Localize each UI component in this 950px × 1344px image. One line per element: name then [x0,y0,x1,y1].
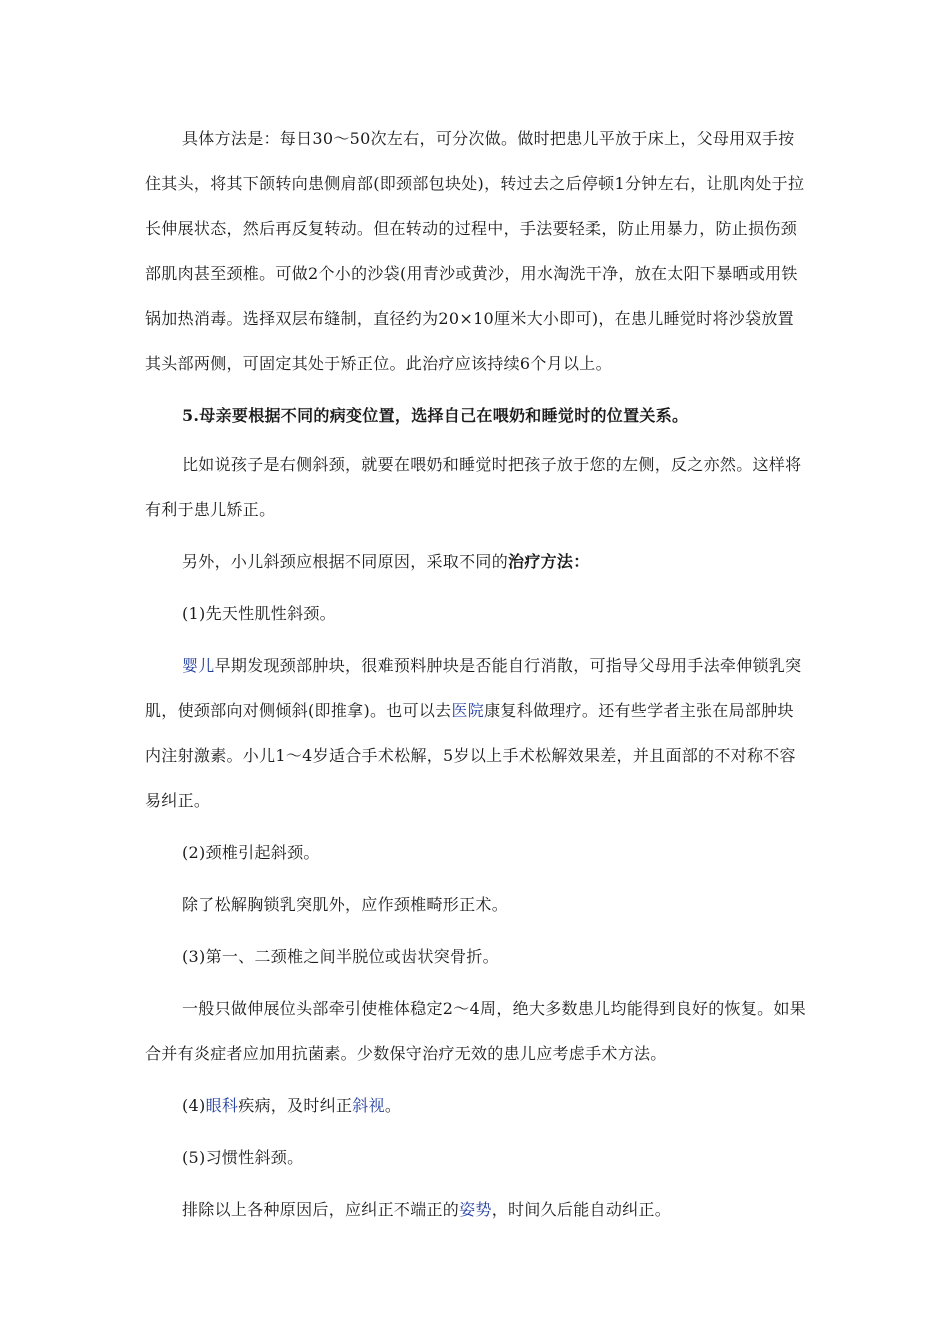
section-heading: 5.母亲要根据不同的病变位置，选择自己在喂奶和睡觉时的位置关系。 [182,406,689,425]
ophthalmology-link[interactable]: 眼科 [205,1096,239,1115]
item-3-title: (3)第一、二颈椎之间半脱位或齿状突骨折。 [182,947,499,966]
item-2-title: (2)颈椎引起斜颈。 [182,843,320,862]
item-1-text-part2: 康复科做理疗。还有些学者主张在局部肿块内注射激素。小儿1～4岁适合手术松解，5岁以上手术松解效果差，并且面部的不对称不容易纠正。 [145,701,796,810]
position-paragraph: 比如说孩子是右侧斜颈，就要在喂奶和睡觉时把孩子放于您的左侧，反之亦然。这样将有利于患儿矫正。 [145,455,802,519]
item-2-text: 除了松解胸锁乳突肌外，应作颈椎畸形正术。 [182,895,509,914]
treatment-methods-highlight: 治疗方法 [508,552,574,571]
treatment-intro-colon: ： [573,552,590,571]
item-5-prefix: 排除以上各种原因后，应纠正不端正的 [182,1200,460,1219]
method-paragraph: 具体方法是：每日30～50次左右，可分次做。做时把患儿平放于床上，父母用双手按住其头，将其下颌转向患侧肩部(即颈部包块处)，转过去之后停顿1分钟左右，让肌肉处于拉长伸展状态，然后再反复转动。但在转动的过程中，手法要轻柔，防止用暴力，防止损伤颈部肌肉甚至颈椎。可做2个小的沙袋(用青沙或黄沙，用水淘洗干净，放在太阳下暴晒或用铁锅加热消毒。选择双层布缝制，直径约为20×10厘米大小即可)，在患儿睡觉时将沙袋放置其头部两侧，可固定其处于矫正位。此治疗应该持续6个月以上。 [145,129,805,373]
strabismus-link[interactable]: 斜视 [352,1096,385,1115]
document-body [145,116,810,1232]
item-5-suffix: ，时间久后能自动纠正。 [491,1200,672,1219]
item-3-text: 一般只做伸展位头部牵引使椎体稳定2～4周，绝大多数患儿均能得到良好的恢复。如果合并有炎症者应加用抗菌素。少数保守治疗无效的患儿应考虑手术方法。 [145,999,807,1063]
item-1-text-part1: 早期发现颈部肿块，很难预料肿块是否能自行消散，可指导父母用手法牵伸锁乳突肌，使颈部向对侧倾斜(即推拿)。也可以去 [145,656,802,720]
item-5-title: (5)习惯性斜颈。 [182,1148,304,1167]
treatment-intro-text: 另外，小儿斜颈应根据不同原因，采取不同的 [182,552,509,571]
item-4 [145,1083,810,1128]
item-4-suffix: 。 [384,1096,402,1115]
item-4-prefix: (4) [182,1096,206,1115]
infant-link[interactable]: 婴儿 [182,656,215,675]
item-1-text [145,643,810,823]
hospital-link[interactable]: 医院 [451,701,485,720]
item-5-text [145,1187,810,1232]
treatment-intro [145,539,810,584]
item-4-middle: 疾病，及时纠正 [238,1096,353,1115]
item-1-title: (1)先天性肌性斜颈。 [182,604,336,623]
posture-link[interactable]: 姿势 [459,1200,492,1219]
